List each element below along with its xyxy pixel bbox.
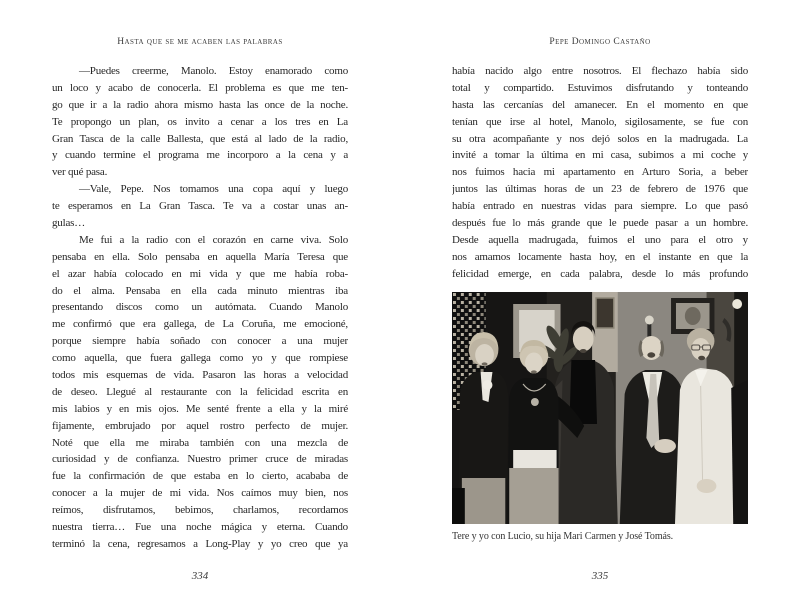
text-line: curiosidad y de confianza. Nuestro primer cruce de miradas bbox=[52, 453, 348, 466]
text-line: nos fuimos hacia mi apartamento en Arturo Soria, a beber bbox=[452, 166, 748, 179]
page-number-335: 335 bbox=[591, 570, 609, 582]
group-photo-image bbox=[452, 292, 748, 524]
text-line: Noté que ella me miraba también con una mezcla de bbox=[52, 436, 348, 449]
text-line: do el alma. Pensaba en ella cada minuto mientras iba bbox=[52, 284, 348, 297]
photo-block bbox=[452, 292, 748, 543]
body-text-left bbox=[52, 63, 348, 553]
text-line: terminó la cena, regresamos a Long-Play y yo creo que ya bbox=[52, 537, 348, 550]
text-line: me confirmó que era gallega, de La Coruña, me emocioné, bbox=[52, 318, 348, 331]
text-line: de deseo. Llegué al restaurante con la felicidad escrita en bbox=[52, 385, 348, 398]
text-line: y cuando termine el programa me incorporo a la cena y a bbox=[52, 149, 348, 162]
text-line: go que ir a la radio ahora mismo hasta las once de la noche. bbox=[52, 98, 348, 111]
text-line: —Vale, Pepe. Nos tomamos una copa aquí y luego bbox=[79, 183, 348, 196]
text-line: Gran Tasca de la calle Ballesta, que está al lado de la radio, bbox=[52, 132, 348, 145]
text-line: gulas… bbox=[52, 217, 86, 230]
text-line: total y compartido. Estuvimos disfrutando y tonteando bbox=[452, 81, 748, 94]
body-text-right bbox=[452, 63, 748, 543]
text-line: te esperamos en La Gran Tasca. Te va a costar unas an- bbox=[52, 200, 348, 213]
text-line: presentando discos como un autómata. Cuando Manolo bbox=[52, 301, 348, 314]
text-line: todos mis esquemas de vida. Pasaron las horas a velocidad bbox=[52, 369, 348, 382]
text-line: hasta las cercanías del amanecer. En el momento en que bbox=[452, 98, 748, 111]
text-line: fijamente, embrujado por aquel rostro perfecto de mujer. bbox=[52, 419, 348, 432]
text-line: un loco y acabo de conocerla. El problema es que me ten- bbox=[52, 81, 348, 94]
text-line: como aquella, que fuera gallega como yo y que rompiese bbox=[52, 352, 348, 365]
text-line: después fue lo más grande que le puede pasar a un hombre. bbox=[452, 217, 748, 230]
page-number-334: 334 bbox=[191, 570, 209, 582]
text-line: su otra acompañante y nos dejó solos en la madrugada. La bbox=[452, 132, 748, 145]
text-line: conocer a la mujer de mi vida. Nos caímos muy bien, nos bbox=[52, 487, 348, 500]
page-334 bbox=[52, 30, 348, 595]
text-line: tenían que irse al hotel, Manolo, sigilosamente, se fue con bbox=[452, 115, 748, 128]
text-line: mis labios y en mis ojos. Me senté frente a ella y la miré bbox=[52, 402, 348, 415]
text-line: Desde aquella madrugada, fuimos el uno para el otro y bbox=[452, 233, 748, 246]
text-line: —Puedes creerme, Manolo. Estoy enamorado como bbox=[79, 65, 348, 77]
running-header-left: Hasta que se me acaben las palabras bbox=[117, 37, 283, 47]
text-line: había entrado en nuestras vidas para siempre. Lo que pasó bbox=[452, 200, 748, 213]
text-line: el azar había colocado en mi vida y que me había roba- bbox=[52, 267, 348, 280]
text-line: invité a tomar la última en mi casa, subimos a mi coche y bbox=[452, 149, 748, 162]
text-line: fue la confirmación de que estaba en lo cierto, acababa de bbox=[52, 470, 348, 483]
text-line: había nacido algo entre nosotros. El flechazo había sido bbox=[452, 65, 748, 77]
text-line: felicidad emerge, en cada palabra, desde lo más profundo bbox=[452, 267, 748, 280]
text-line: Me fui a la radio con el corazón en carne viva. Solo bbox=[79, 233, 348, 246]
text-line: pensaba en ella. Solo pensaba en aquella María Teresa que bbox=[52, 250, 348, 263]
page-335 bbox=[452, 30, 748, 595]
text-line: Te propongo un plan, os invito a cenar a los tres en La bbox=[52, 115, 348, 128]
text-line: ver qué pasa. bbox=[52, 166, 108, 179]
text-line: reímos, disfrutamos, bebimos, charlamos, recordamos bbox=[52, 504, 348, 517]
text-line: porque siempre había soñado con conocer a una mujer bbox=[52, 335, 348, 348]
text-line: juntos las últimas horas de un 23 de febrero de 1976 que bbox=[452, 183, 748, 196]
running-header-right: Pepe Domingo Castaño bbox=[549, 37, 651, 47]
text-line: nuestra tierra… Fue una noche mágica y eterna. Cuando bbox=[52, 521, 348, 534]
body-lines-right bbox=[452, 63, 748, 283]
photo-caption: Tere y yo con Lucio, su hija Mari Carmen y José Tomás. bbox=[452, 530, 674, 542]
text-line: nos amamos locamente hasta hoy, en el instante en que la bbox=[452, 250, 748, 263]
